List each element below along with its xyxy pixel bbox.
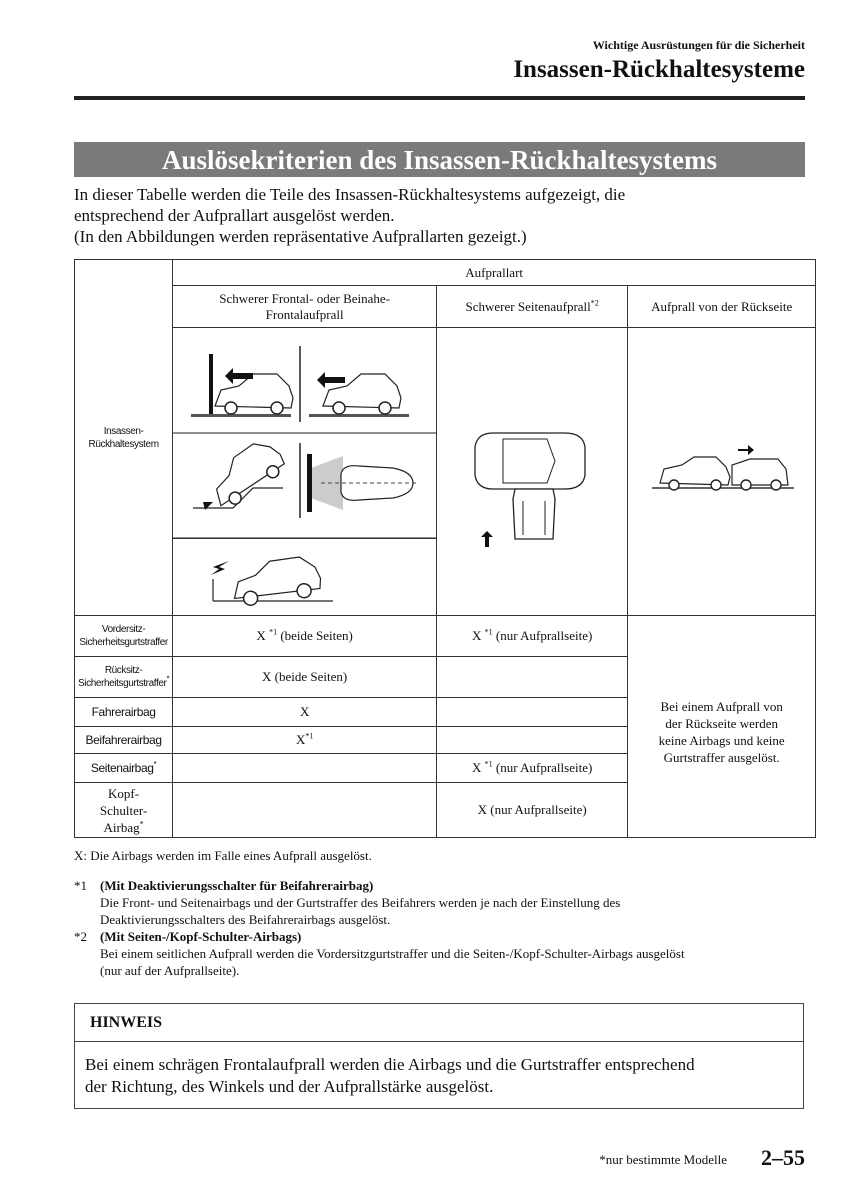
row-label: Seitenairbag* <box>75 754 173 783</box>
hinweis-box <box>74 1003 804 1109</box>
table-cell: X (beide Seiten) <box>173 657 437 698</box>
page-title: Insassen-Rückhaltesysteme <box>513 56 805 83</box>
intro-line: In dieser Tabelle werden die Teile des Insassen-Rückhaltesystems aufgezeigt, die <box>74 185 626 204</box>
rear-impact-illustration <box>628 328 816 616</box>
row-label-system: Insassen- Rückhaltesystem <box>75 260 173 616</box>
footnotes <box>74 877 809 979</box>
footnote-text: (nur auf der Aufprallseite). <box>100 963 240 978</box>
footer-note: *nur bestimmte Modelle <box>599 1152 727 1167</box>
footnote-mark: *1 <box>74 878 87 893</box>
col-header-frontal: Schwerer Frontal- oder Beinahe- Frontalaufprall <box>173 286 437 328</box>
table-cell <box>437 657 628 698</box>
table-cell: X $^{*1}$ (nur Aufprallseite) <box>437 754 628 783</box>
footnote-title: (Mit Seiten-/Kopf-Schulter-Airbags) <box>100 929 302 944</box>
col-header-rear: Aufprall von der Rückseite <box>628 286 816 328</box>
crash-illustration-oblique <box>193 435 289 513</box>
row-label: Beifahrerairbag <box>75 727 173 754</box>
footnote-text: Bei einem seitlichen Aufprall werden die Vordersitzgurtstraffer und die Seiten-/Kopf-Schulter-Airbags ausgelöst <box>100 946 685 961</box>
footnote-mark: *2 <box>74 929 87 944</box>
table-cell: X <box>173 698 437 727</box>
footnote-text: Deaktivierungsschalters des Beifahrerairbags ausgelöst. <box>100 912 391 927</box>
frontal-illustrations <box>173 328 437 539</box>
footnote <box>74 877 809 928</box>
table-cell <box>437 727 628 754</box>
intro-text <box>74 184 805 247</box>
footnote-text: Die Front- und Seitenairbags und der Gurtstraffer des Beifahrers werden je nach der Einstellung des <box>100 895 621 910</box>
crash-illustration-frontal-wall <box>191 354 293 417</box>
table-cell: $X^{*1}$ <box>173 727 437 754</box>
crash-illustration-side-impact <box>475 433 585 547</box>
col-header-side: Schwerer Seitenaufprall$^{*2}$ <box>437 286 628 328</box>
table-cell <box>437 698 628 727</box>
table-cell <box>173 754 437 783</box>
hinweis-heading: HINWEIS <box>75 1004 803 1042</box>
crash-illustration-rear-impact <box>652 445 794 490</box>
criteria-table <box>74 259 816 838</box>
page-number: 2–55 <box>761 1145 805 1170</box>
side-impact-illustration <box>437 328 628 616</box>
section-header: Wichtige Ausrüstungen für die Sicherheit <box>592 38 805 52</box>
footnote-title: (Mit Deaktivierungsschalter für Beifahrerairbag) <box>100 878 374 893</box>
frontal-illustration-offset <box>173 539 437 616</box>
group-header: Aufprallart <box>173 260 816 286</box>
intro-line: (In den Abbildungen werden repräsentative Aufprallarten gezeigt.) <box>74 227 527 246</box>
table-cell: X $^{*1}$ (beide Seiten) <box>173 616 437 657</box>
row-label: Vordersitz- Sicherheitsgurtstraffer <box>75 616 173 657</box>
header-rule <box>74 96 805 100</box>
intro-line: entsprechend der Aufprallart ausgelöst werden. <box>74 206 395 225</box>
hinweis-text: Bei einem schrägen Frontalaufprall werden die Airbags und die Gurtstraffer entsprechend der Richtung, des Winkels und der Aufprallstärke ausgelöst. <box>85 1055 695 1096</box>
row-label: Fahrerairbag <box>75 698 173 727</box>
table-cell: X (nur Aufprallseite) <box>437 783 628 838</box>
footnote <box>74 928 809 979</box>
section-banner: Auslösekriterien des Insassen-Rückhaltesystems <box>74 142 805 177</box>
crash-illustration-pole <box>307 454 417 512</box>
crash-illustration-frontal-car <box>309 372 409 417</box>
row-label: Kopf- Schulter- Airbag* <box>75 783 173 838</box>
crash-illustration-offset <box>211 555 333 608</box>
row-label: Rücksitz- Sicherheitsgurtstraffer* <box>75 657 173 698</box>
table-legend: X: Die Airbags werden im Falle eines Aufprall ausgelöst. <box>74 848 372 863</box>
table-cell: X $^{*1}$ (nur Aufprallseite) <box>437 616 628 657</box>
table-cell <box>173 783 437 838</box>
rear-note-cell: Bei einem Aufprall von der Rückseite werden keine Airbags und keine Gurtstraffer ausgelöst. <box>628 616 816 838</box>
